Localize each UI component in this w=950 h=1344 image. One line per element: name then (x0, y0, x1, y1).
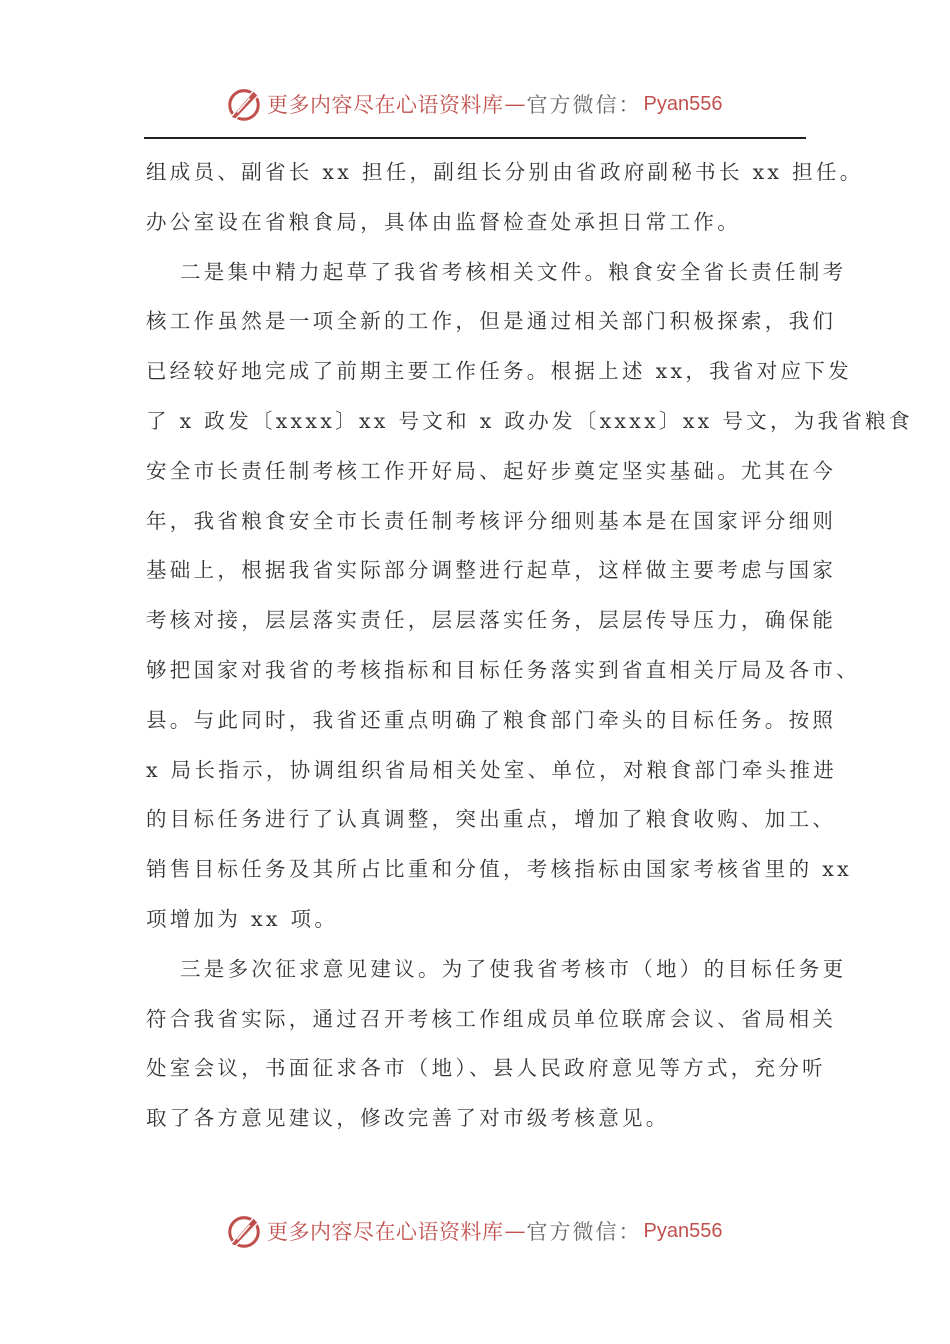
text-line: 够把国家对我省的考核指标和目标任务落实到省直相关厅局及各市、 (146, 657, 860, 682)
text-line: 符合我省实际，通过召开考核工作组成员单位联席会议、省局相关 (146, 1006, 837, 1031)
header-divider (144, 137, 806, 139)
header-banner-dash: — (504, 92, 526, 116)
header-banner (225, 84, 722, 124)
pen-nib-logo-icon (225, 1212, 263, 1250)
text-line: 组成员、副省长 xx 担任，副组长分别由省政府副秘书长 xx 担任。 (146, 160, 864, 184)
paragraph-start-line: 二是集中精力起草了我省考核相关文件。粮食安全省长责任制考 (180, 259, 847, 284)
header-wechat-label: 官方微信： (526, 93, 642, 117)
text-line: 县。与此同时，我省还重点明确了粮食部门牵头的目标任务。按照 (146, 707, 837, 732)
text-line: 安全市长责任制考核工作开好局、起好步奠定坚实基础。尤其在今 (146, 458, 837, 483)
footer-banner (225, 1211, 722, 1251)
pen-nib-logo-icon (225, 85, 263, 123)
text-line: 基础上，根据我省实际部分调整进行起草，这样做主要考虑与国家 (146, 558, 837, 583)
text-line: 了 x 政发〔xxxx〕xx 号文和 x 政办发〔xxxx〕xx 号文，为我省粮食 (146, 408, 913, 433)
document-body (146, 148, 913, 1144)
footer-wechat-label: 官方微信： (526, 1220, 642, 1244)
text-line: 办公室设在省粮食局，具体由监督检查处承担日常工作。 (146, 209, 741, 234)
text-line: 的目标任务进行了认真调整，突出重点，增加了粮食收购、加工、 (146, 807, 837, 832)
header-banner-title: 更多内容尽在心语资料库 (267, 93, 504, 117)
text-line: 处室会议，书面征求各市（地）、县人民政府意见等方式，充分听 (146, 1056, 826, 1081)
text-line: 核工作虽然是一项全新的工作，但是通过相关部门积极探索，我们 (146, 309, 837, 334)
text-line: 已经较好地完成了前期主要工作任务。根据上述 xx，我省对应下发 (146, 359, 852, 384)
text-line: x 局长指示，协调组织省局相关处室、单位，对粮食部门牵头推进 (146, 757, 838, 782)
footer-wechat-id: Pyan556 (643, 1219, 723, 1242)
footer-banner-dash: — (504, 1219, 526, 1243)
header-wechat-id: Pyan556 (643, 92, 723, 115)
text-line: 考核对接，层层落实责任，层层落实任务，层层传导压力，确保能 (146, 608, 837, 633)
text-line: 取了各方意见建议，修改完善了对市级考核意见。 (146, 1106, 670, 1131)
text-line: 年，我省粮食安全市长责任制考核评分细则基本是在国家评分细则 (146, 508, 837, 533)
text-line: 销售目标任务及其所占比重和分值，考核指标由国家考核省里的 xx (146, 857, 852, 882)
paragraph-start-line: 三是多次征求意见建议。为了使我省考核市（地）的目标任务更 (180, 956, 847, 981)
text-line: 项增加为 xx 项。 (146, 906, 339, 931)
footer-banner-title: 更多内容尽在心语资料库 (267, 1220, 504, 1244)
